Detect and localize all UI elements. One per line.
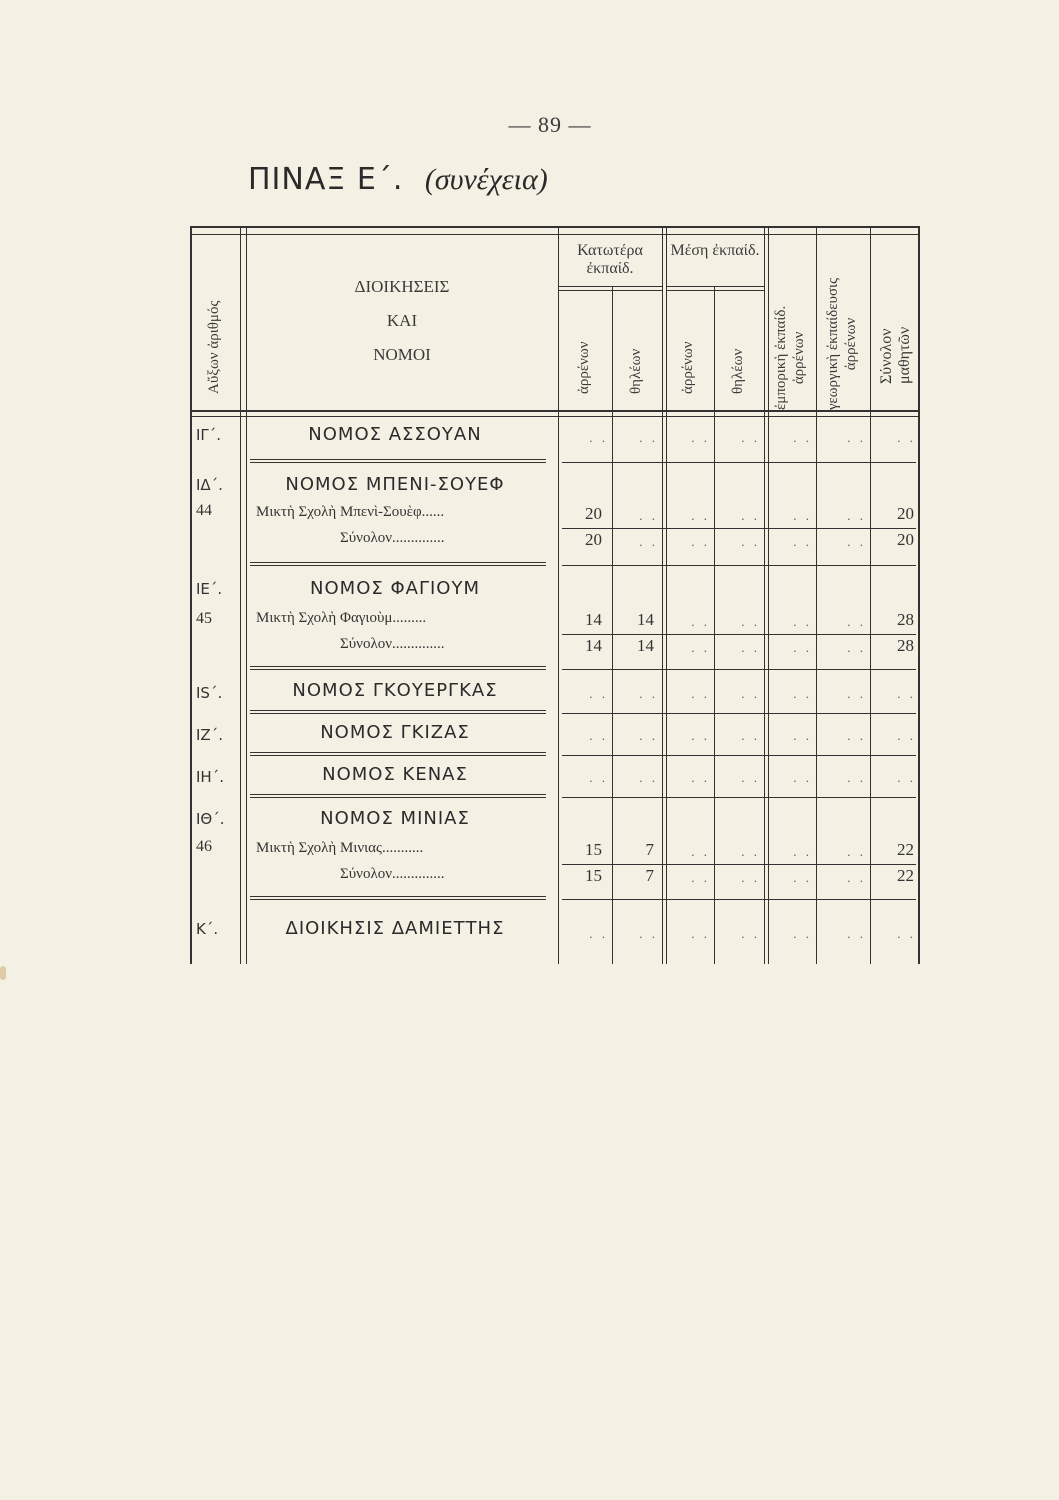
empty-cell: . . — [691, 770, 710, 785]
empty-cell: . . — [741, 534, 760, 549]
empty-cell: . . — [897, 728, 916, 743]
empty-cell: . . — [897, 770, 916, 785]
empty-cell: . . — [741, 508, 760, 523]
empty-cell: . . — [741, 728, 760, 743]
empty-cell: . . — [691, 534, 710, 549]
agricultural-header: γεωργικὴ ἐκπαίδευσις ἀρρένων — [825, 277, 859, 410]
empty-cell: . . — [847, 508, 866, 523]
empty-cell: . . — [793, 430, 812, 445]
row-code: ΙΖ΄. — [196, 726, 223, 744]
sum-lower-male: 14 — [585, 636, 602, 655]
empty-cell: . . — [847, 614, 866, 629]
empty-cell: . . — [847, 926, 866, 941]
lower-female-header: θηλέων — [628, 348, 644, 394]
total-label: Σύνολον.............. — [340, 636, 445, 652]
statistics-table — [190, 226, 922, 966]
empty-cell: . . — [847, 686, 866, 701]
empty-cell: . . — [741, 770, 760, 785]
school-name: Μικτὴ Σχολὴ Μινιας........... — [256, 840, 424, 856]
nomos-name: ΝΟΜΟΣ ΜΙΝΙΑΣ — [320, 808, 470, 829]
empty-cell: . . — [897, 430, 916, 445]
empty-cell: . . — [639, 508, 658, 523]
empty-cell: . . — [639, 728, 658, 743]
empty-cell: . . — [847, 534, 866, 549]
empty-cell: . . — [589, 430, 608, 445]
page-number: — 89 — — [508, 112, 592, 137]
empty-cell: . . — [793, 686, 812, 701]
school-number: 46 — [196, 838, 212, 855]
row-code: ΙΗ΄. — [196, 768, 224, 786]
empty-cell: . . — [793, 844, 812, 859]
empty-cell: . . — [639, 534, 658, 549]
nomos-name: ΝΟΜΟΣ ΜΠΕΝΙ-ΣΟΥΕΦ — [285, 474, 505, 495]
sum-lower-male: 20 — [585, 530, 602, 549]
row-code: ΙΕ΄. — [196, 580, 223, 598]
empty-cell: . . — [589, 686, 608, 701]
empty-cell: . . — [691, 926, 710, 941]
value-total: 28 — [897, 610, 914, 629]
sum-lower-male: 15 — [585, 866, 602, 885]
nomos-name: ΝΟΜΟΣ ΚΕΝΑΣ — [322, 764, 468, 785]
empty-cell: . . — [847, 770, 866, 785]
empty-cell: . . — [691, 640, 710, 655]
value-lower-female: 7 — [645, 840, 654, 859]
value-total: 22 — [897, 840, 914, 859]
lower-male-header: ἀρρένων — [576, 341, 592, 394]
sum-lower-female: 7 — [645, 866, 654, 885]
school-name: Μικτὴ Σχολὴ Μπενὶ-Σουὲφ...... — [256, 504, 445, 520]
title-main: ΠΙΝΑΞ Ε΄. — [248, 162, 404, 197]
school-name: Μικτὴ Σχολὴ Φαγιοὺμ......... — [256, 610, 427, 626]
school-number: 45 — [196, 610, 212, 627]
empty-cell: . . — [691, 728, 710, 743]
row-code: ΙS΄. — [196, 684, 223, 702]
row-code: Κ΄. — [196, 920, 219, 938]
nomos-name: ΝΟΜΟΣ ΑΣΣΟΥΑΝ — [308, 424, 482, 445]
empty-cell: . . — [639, 926, 658, 941]
empty-cell: . . — [639, 770, 658, 785]
row-code: ΙΓ΄. — [196, 426, 222, 444]
school-number: 44 — [196, 502, 212, 519]
commercial-header: ἐμπορικὴ ἐκπαίδ. ἀρρένων — [773, 305, 807, 410]
empty-cell: . . — [741, 430, 760, 445]
empty-cell: . . — [691, 686, 710, 701]
middle-male-header: ἀρρένων — [680, 341, 696, 394]
empty-cell: . . — [741, 870, 760, 885]
empty-cell: . . — [639, 430, 658, 445]
empty-cell: . . — [847, 640, 866, 655]
sum-total: 20 — [897, 530, 914, 549]
empty-cell: . . — [589, 770, 608, 785]
nomos-name: ΝΟΜΟΣ ΦΑΓΙΟΥΜ — [310, 578, 480, 599]
empty-cell: . . — [741, 614, 760, 629]
empty-cell: . . — [847, 430, 866, 445]
empty-cell: . . — [589, 926, 608, 941]
empty-cell: . . — [691, 430, 710, 445]
empty-cell: . . — [847, 870, 866, 885]
value-total: 20 — [897, 504, 914, 523]
paper-stain — [0, 966, 6, 980]
value-lower-male: 20 — [585, 504, 602, 523]
empty-cell: . . — [793, 870, 812, 885]
empty-cell: . . — [691, 870, 710, 885]
empty-cell: . . — [793, 614, 812, 629]
middle-female-header: θηλέων — [730, 348, 746, 394]
lower-education-header: Κατωτέρα ἐκπαίδ. — [577, 242, 643, 277]
sum-total: 22 — [897, 866, 914, 885]
empty-cell: . . — [741, 686, 760, 701]
page-title — [248, 162, 548, 197]
row-code: ΙΘ΄. — [196, 810, 225, 828]
empty-cell: . . — [691, 614, 710, 629]
row-code: ΙΔ΄. — [196, 476, 223, 494]
empty-cell: . . — [847, 728, 866, 743]
value-lower-male: 15 — [585, 840, 602, 859]
sum-total: 28 — [897, 636, 914, 655]
empty-cell: . . — [793, 770, 812, 785]
empty-cell: . . — [741, 640, 760, 655]
title-subtitle: (συνέχεια) — [424, 163, 548, 196]
empty-cell: . . — [793, 508, 812, 523]
empty-cell: . . — [741, 844, 760, 859]
admin-header: ΔΙΟΙΚΗΣΕΙΣ ΚΑΙ ΝΟΜΟΙ — [354, 277, 450, 364]
empty-cell: . . — [897, 686, 916, 701]
empty-cell: . . — [691, 508, 710, 523]
empty-cell: . . — [897, 926, 916, 941]
empty-cell: . . — [793, 534, 812, 549]
value-lower-female: 14 — [637, 610, 654, 629]
aux-number-header: Αὔξων ἀριθμός — [206, 300, 222, 394]
empty-cell: . . — [793, 728, 812, 743]
empty-cell: . . — [741, 926, 760, 941]
empty-cell: . . — [793, 926, 812, 941]
empty-cell: . . — [847, 844, 866, 859]
nomos-name: ΔΙΟΙΚΗΣΙΣ ΔΑΜΙΕΤΤΗΣ — [285, 918, 505, 939]
value-lower-male: 14 — [585, 610, 602, 629]
middle-education-header: Μέση ἐκπαίδ. — [670, 242, 760, 259]
empty-cell: . . — [639, 686, 658, 701]
empty-cell: . . — [793, 640, 812, 655]
nomos-name: ΝΟΜΟΣ ΓΚΙΖΑΣ — [320, 722, 470, 743]
total-students-header: Σύνολον μαθητῶν — [878, 326, 913, 384]
total-label: Σύνολον.............. — [340, 866, 445, 882]
sum-lower-female: 14 — [637, 636, 654, 655]
nomos-name: ΝΟΜΟΣ ΓΚΟΥΕΡΓΚΑΣ — [292, 680, 498, 701]
total-label: Σύνολον.............. — [340, 530, 445, 546]
empty-cell: . . — [589, 728, 608, 743]
empty-cell: . . — [691, 844, 710, 859]
